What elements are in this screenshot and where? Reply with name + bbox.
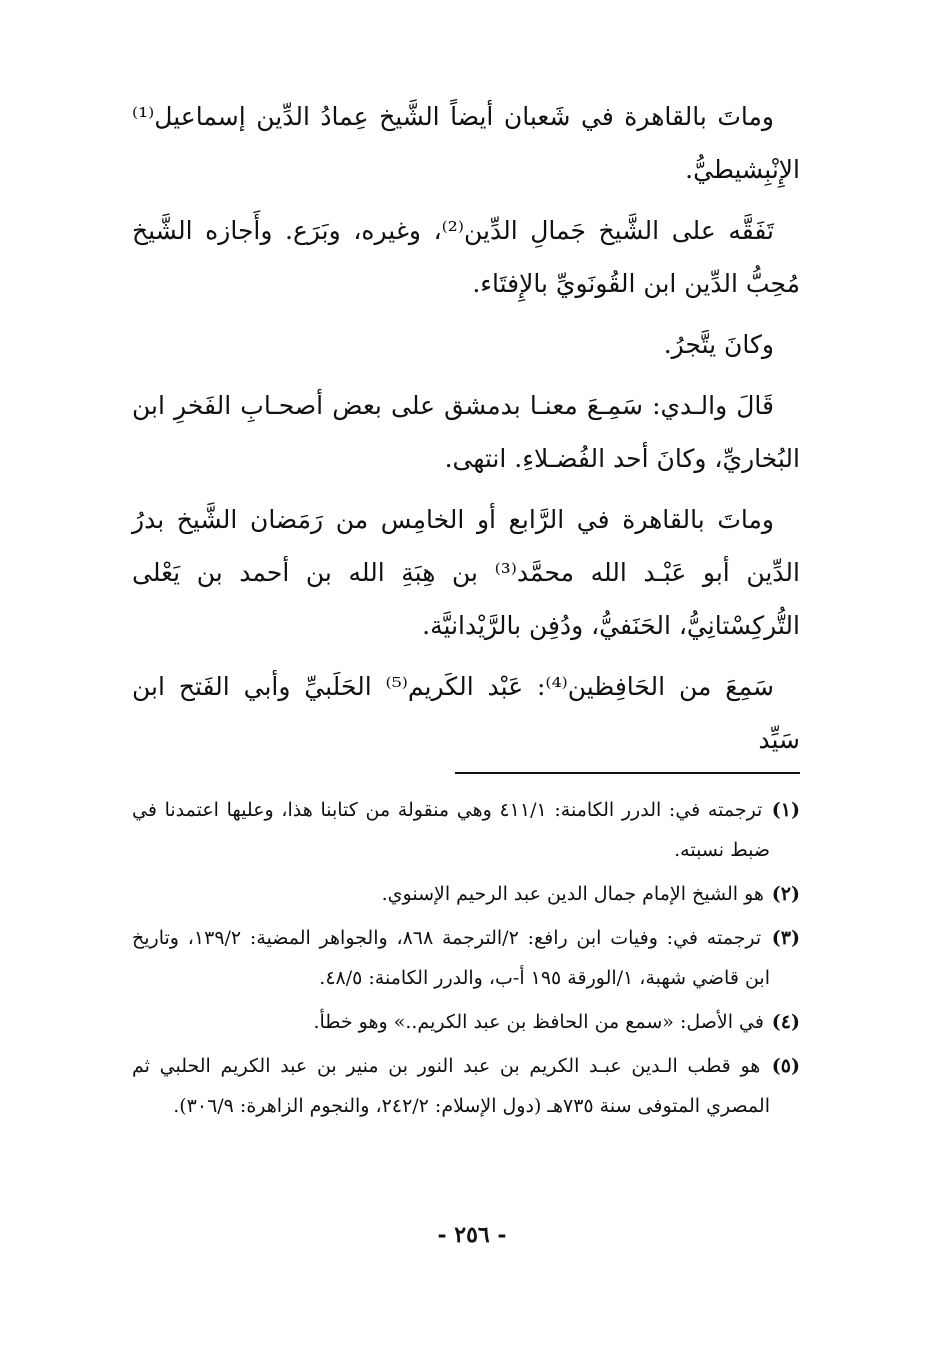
footnote-text: ترجمته في: الدرر الكامنة: ٤١١/١ وهي منقولة من كتابنا هذا، وعليها اعتمدنا في ضبط نسبته.	[132, 799, 770, 861]
body-paragraph: تَفَقَّه على الشَّيخ جَمالِ الدِّين⁽²⁾، وغيره، وبَرَع. وأَجازه الشَّيخ مُحِبُّ الدِّين ابن القُونَويِّ بالإِفتَاء.	[132, 216, 800, 298]
body-paragraph: وماتَ بالقاهرة في شَعبان أيضاً الشَّيخ عِمادُ الدِّين إسماعيل⁽¹⁾ الإِنْبِشيطيُّ.	[132, 102, 800, 184]
body-paragraph: قَالَ والـدي: سَمِـعَ معنـا بدمشق على بعض أصحـابِ الفَخرِ ابن البُخاريِّ، وكانَ أحد الفُضـلاءِ. انتهى.	[132, 391, 800, 473]
footnote-text: هو الشيخ الإمام جمال الدين عبد الرحيم الإسنوي.	[381, 883, 764, 905]
footnote-item	[132, 790, 800, 870]
footnote-text: هو قطب الـدين عبـد الكريم بن عبد النور بن منير بن عبد الكريم الحلبي ثم المصري المتوفى سنة ٧٣٥هـ (دول الإسلام: ٢٤٢/٢، والنجوم الزاهرة: ٣٠٦/٩).	[132, 1055, 770, 1117]
footnote-item	[132, 874, 800, 914]
footnote-number: (٣)	[771, 927, 800, 949]
footnote-text: ترجمته في: وفيات ابن رافع: ٢/الترجمة ٨٦٨، والجواهر المضية: ١٣٩/٢، وتاريخ ابن قاضي شهبة، ١/الورقة ١٩٥ أ-ب، والدرر الكامنة: ٤٨/٥.	[132, 927, 770, 989]
body-paragraph: وماتَ بالقاهرة في الرَّابع أو الخامِس من رَمَضان الشَّيخ بدرُ الدِّين أبو عَبْـد الله محمَّد⁽³⁾ بن هِبَةِ الله بن أحمد بن يَعْلى التُّركِسْتانِيُّ، الحَنَفيُّ، ودُفِن بالرَّيْدانيَّة.	[132, 505, 800, 640]
footnote-number: (٤)	[771, 1011, 800, 1033]
main-text-block	[132, 90, 800, 774]
footnote-separator	[455, 772, 800, 774]
footnotes-section	[132, 790, 800, 1130]
footnote-number: (٥)	[771, 1055, 800, 1077]
footnote-text: في الأصل: «سمع من الحافظ بن عبد الكريم..» وهو خطأ.	[313, 1011, 764, 1033]
footnote-number: (٢)	[771, 883, 800, 905]
footnote-item	[132, 1046, 800, 1126]
footnote-number: (١)	[771, 799, 801, 821]
footnote-item	[132, 1002, 800, 1042]
body-paragraph: وكانَ يتَّجرُ.	[663, 330, 774, 359]
body-paragraph: سَمِعَ من الحَافِظين⁽⁴⁾: عَبْد الكَريم⁽⁵⁾ الحَلَبيِّ وأبي الفَتح ابن سَيِّد	[132, 672, 800, 754]
footnote-item	[132, 918, 800, 998]
page-number: - ٢٥٦ -	[437, 1222, 507, 1248]
